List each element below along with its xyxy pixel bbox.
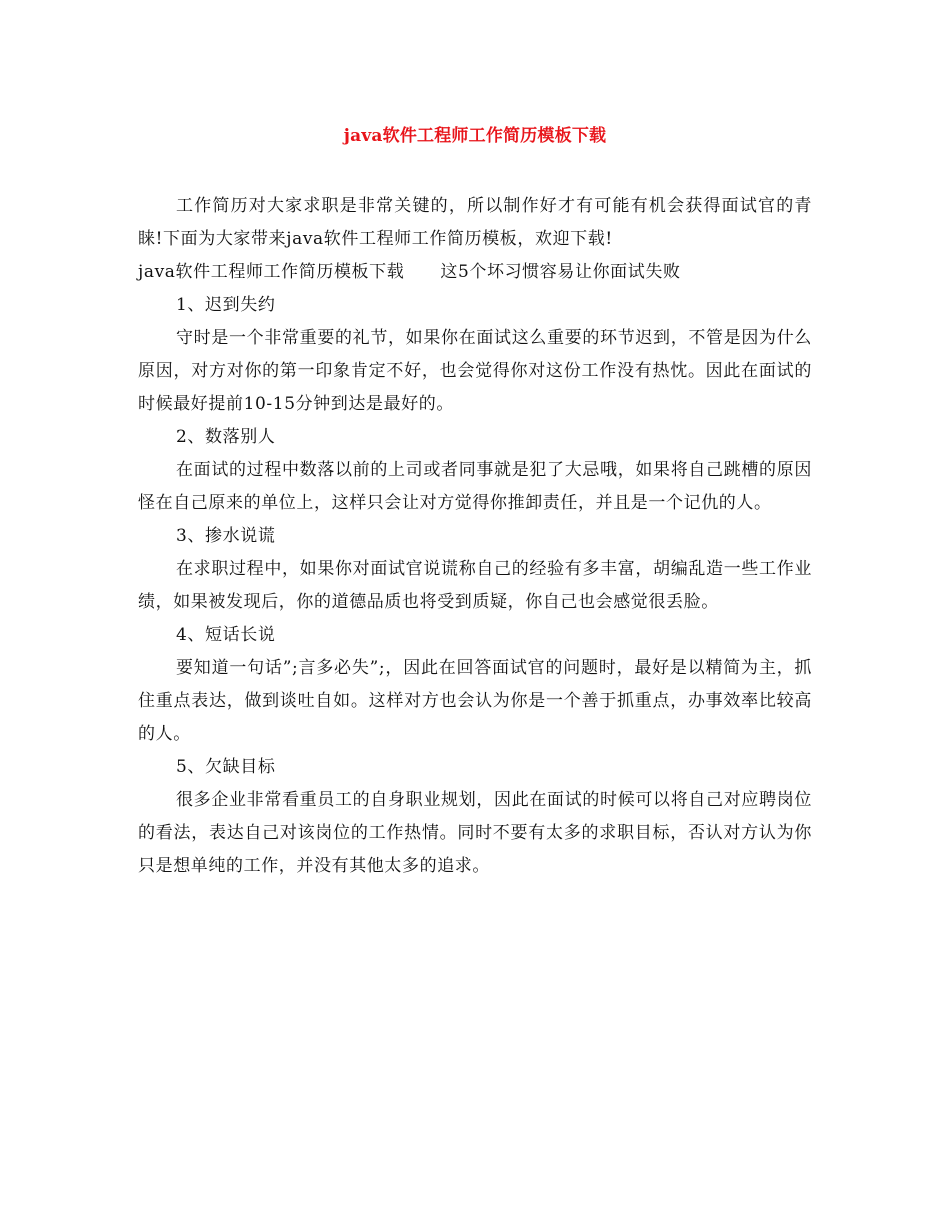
- subheading-right: 这5个坏习惯容易让你面试失败: [440, 262, 681, 282]
- section-heading-3: 3、掺水说谎: [176, 526, 276, 546]
- section-heading-2: 2、数落别人: [176, 427, 276, 447]
- section-heading-1: 1、迟到失约: [176, 295, 276, 315]
- section-body-2: 在面试的过程中数落以前的上司或者同事就是犯了大忌哦，如果将自己跳槽的原因怪在自己原来的单位上，这样只会让对方觉得你推卸责任，并且是一个记仇的人。: [138, 460, 812, 513]
- document-title: java软件工程师工作简历模板下载: [343, 126, 607, 146]
- section-body-1: 守时是一个非常重要的礼节，如果你在面试这么重要的环节迟到，不管是因为什么原因，对方对你的第一印象肯定不好，也会觉得你对这份工作没有热忱。因此在面试的时候最好提前10-15分钟到达是最好的。: [138, 328, 812, 414]
- section-body-3: 在求职过程中，如果你对面试官说谎称自己的经验有多丰富，胡编乱造一些工作业绩，如果被发现后，你的道德品质也将受到质疑，你自己也会感觉很丢脸。: [138, 559, 812, 612]
- section-heading-4: 4、短话长说: [176, 625, 276, 645]
- section-body-4: 要知道一句话”;言多必失”;，因此在回答面试官的问题时，最好是以精简为主，抓住重点表达，做到谈吐自如。这样对方也会认为你是一个善于抓重点，办事效率比较高的人。: [138, 658, 812, 744]
- subheading-left: java软件工程师工作简历模板下载: [138, 262, 405, 282]
- section-heading-5: 5、欠缺目标: [176, 757, 276, 777]
- document-body: [138, 190, 812, 883]
- subheading-line: [138, 256, 812, 289]
- intro-paragraph: 工作简历对大家求职是非常关键的，所以制作好才有可能有机会获得面试官的青睐!下面为大家带来java软件工程师工作简历模板，欢迎下载!: [138, 196, 812, 249]
- section-body-5: 很多企业非常看重员工的自身职业规划，因此在面试的时候可以将自己对应聘岗位的看法，表达自己对该岗位的工作热情。同时不要有太多的求职目标，否认对方认为你只是想单纯的工作，并没有其他太多的追求。: [138, 790, 812, 876]
